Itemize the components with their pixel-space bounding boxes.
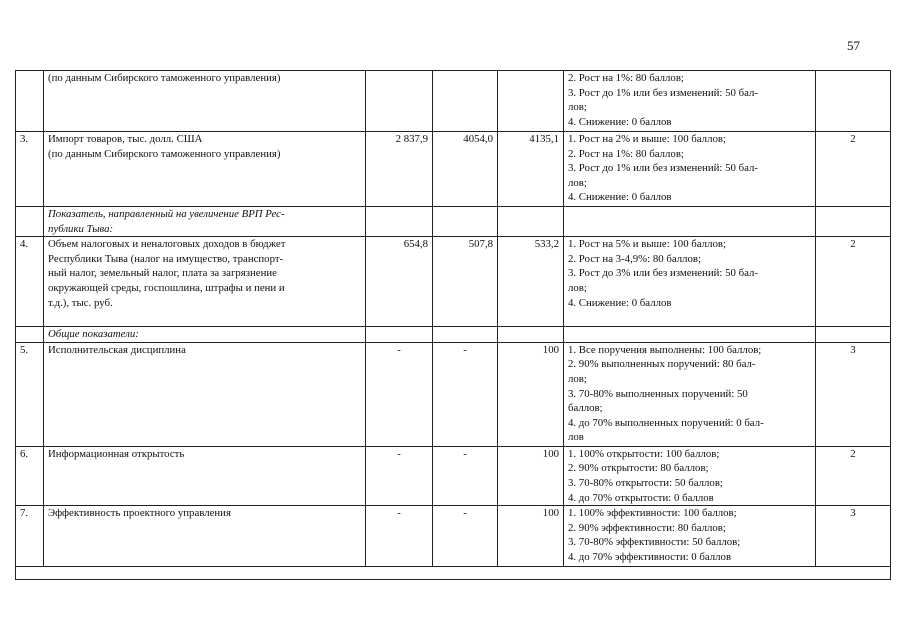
score-cell: 2 xyxy=(816,446,891,505)
score-cell xyxy=(816,71,891,132)
table-row xyxy=(16,446,891,505)
criteria-line: 3. Рост до 3% или без изменений: 50 бал- xyxy=(568,267,758,280)
value-cell-v2019: 100 xyxy=(498,446,564,505)
criteria-line: 1. 100% эффективности: 100 баллов; xyxy=(568,507,737,520)
page-number: 57 xyxy=(847,38,860,53)
table-footer-row xyxy=(16,567,891,580)
empty-cell xyxy=(816,327,891,343)
table-row xyxy=(16,506,891,567)
table-row xyxy=(16,207,891,237)
criteria-line: 4. Снижение: 0 баллов xyxy=(568,191,672,204)
empty-cell xyxy=(433,207,498,237)
row-number-cell xyxy=(16,71,44,132)
criteria-line: 2. 90% открытости: 80 баллов; xyxy=(568,462,709,475)
value-cell-v2018 xyxy=(433,71,498,132)
score-cell: 2 xyxy=(816,237,891,327)
criteria-line: 1. Все поручения выполнены: 100 баллов; xyxy=(568,343,762,356)
table-row xyxy=(16,327,891,343)
indicator-name-line: Исполнительская дисциплина xyxy=(48,343,186,356)
criteria-line: 4. Снижение: 0 баллов xyxy=(568,296,672,309)
table-row xyxy=(16,132,891,207)
empty-cell xyxy=(816,207,891,237)
criteria-line: 2. 90% эффективности: 80 баллов; xyxy=(568,521,726,534)
indicator-name-cell xyxy=(44,132,366,207)
criteria-line: 1. Рост на 5% и выше: 100 баллов; xyxy=(568,238,726,251)
criteria-line: 3. 70-80% эффективности: 50 баллов; xyxy=(568,536,741,549)
criteria-line: 4. до 70% эффективности: 0 баллов xyxy=(568,550,732,563)
value-cell-v2017: - xyxy=(366,446,433,505)
criteria-line: 2. Рост на 1%: 80 баллов; xyxy=(568,72,684,84)
criteria-line: лов; xyxy=(568,281,587,294)
indicator-name-line: Эффективность проектного управления xyxy=(48,507,231,520)
criteria-line: 3. Рост до 1% или без изменений: 50 бал- xyxy=(568,162,758,175)
criteria-line: лов; xyxy=(568,101,587,114)
empty-cell xyxy=(564,327,816,343)
row-number-cell xyxy=(16,327,44,343)
criteria-cell xyxy=(564,132,816,207)
value-cell-v2019: 100 xyxy=(498,506,564,567)
section-heading-line: публики Тыва: xyxy=(48,222,114,235)
row-number-cell xyxy=(16,207,44,237)
score-cell: 2 xyxy=(816,132,891,207)
criteria-line: 4. до 70% открытости: 0 баллов xyxy=(568,491,714,504)
table-row xyxy=(16,237,891,327)
criteria-line: 4. Снижение: 0 баллов xyxy=(568,115,672,128)
score-cell: 3 xyxy=(816,342,891,446)
empty-cell xyxy=(433,327,498,343)
value-cell-v2019: 533,2 xyxy=(498,237,564,327)
value-cell-v2019: 100 xyxy=(498,342,564,446)
criteria-line: 3. 70-80% открытости: 50 баллов; xyxy=(568,476,723,489)
criteria-line: 4. до 70% выполненных поручений: 0 бал- xyxy=(568,416,764,429)
empty-cell xyxy=(564,207,816,237)
criteria-cell xyxy=(564,446,816,505)
section-heading-line: Показатель, направленный на увеличение ВРП Рес- xyxy=(48,208,285,220)
indicator-name-line: окружающей среды, госпошлина, штрафы и пени и xyxy=(48,281,285,294)
indicator-name-line: Объем налоговых и неналоговых доходов в бюджет xyxy=(48,238,286,251)
indicator-name-cell xyxy=(44,506,366,567)
indicator-name-line: Информационная открытость xyxy=(48,447,185,460)
section-heading-cell xyxy=(44,327,366,343)
value-cell-v2018: - xyxy=(433,446,498,505)
value-cell-v2017: - xyxy=(366,506,433,567)
value-cell-v2017: 2 837,9 xyxy=(366,132,433,207)
criteria-line: лов; xyxy=(568,372,587,385)
criteria-line: 3. Рост до 1% или без изменений: 50 бал- xyxy=(568,86,758,99)
footer-empty-cell xyxy=(16,567,891,580)
section-heading-line: Общие показатели: xyxy=(48,328,139,341)
value-cell-v2018: 4054,0 xyxy=(433,132,498,207)
indicator-name-cell xyxy=(44,446,366,505)
value-cell-v2019 xyxy=(498,71,564,132)
empty-cell xyxy=(498,327,564,343)
row-number-cell: 4. xyxy=(16,237,44,327)
criteria-line: 3. 70-80% выполненных поручений: 50 xyxy=(568,387,748,400)
criteria-table xyxy=(15,70,891,580)
indicator-name-cell xyxy=(44,71,366,132)
score-cell: 3 xyxy=(816,506,891,567)
criteria-cell xyxy=(564,342,816,446)
value-cell-v2019: 4135,1 xyxy=(498,132,564,207)
indicator-name-line: т.д.), тыс. руб. xyxy=(48,296,113,309)
indicator-name-line: (по данным Сибирского таможенного управления) xyxy=(48,147,281,160)
value-cell-v2017: 654,8 xyxy=(366,237,433,327)
value-cell-v2018: - xyxy=(433,342,498,446)
criteria-line: 2. Рост на 1%: 80 баллов; xyxy=(568,147,684,160)
empty-cell xyxy=(366,327,433,343)
table-row xyxy=(16,71,891,132)
empty-cell xyxy=(498,207,564,237)
criteria-line: 2. 90% выполненных поручений: 80 бал- xyxy=(568,358,756,371)
indicator-name-line: Республики Тыва (налог на имущество, транспорт- xyxy=(48,252,284,265)
criteria-line: лов; xyxy=(568,176,587,189)
value-cell-v2018: 507,8 xyxy=(433,237,498,327)
indicator-name-line: Импорт товаров, тыс. долл. США xyxy=(48,133,203,145)
criteria-line: 2. Рост на 3-4,9%: 80 баллов; xyxy=(568,252,702,265)
row-number-cell: 6. xyxy=(16,446,44,505)
value-cell-v2018: - xyxy=(433,506,498,567)
row-number-cell: 5. xyxy=(16,342,44,446)
criteria-line: лов xyxy=(568,431,584,444)
criteria-line: 1. 100% открытости: 100 баллов; xyxy=(568,447,720,460)
criteria-cell xyxy=(564,237,816,327)
indicator-name-cell xyxy=(44,237,366,327)
criteria-cell xyxy=(564,506,816,567)
indicator-name-line: (по данным Сибирского таможенного управления) xyxy=(48,72,281,84)
value-cell-v2017 xyxy=(366,71,433,132)
row-number-cell: 7. xyxy=(16,506,44,567)
indicator-name-cell xyxy=(44,342,366,446)
section-heading-cell xyxy=(44,207,366,237)
criteria-line: 1. Рост на 2% и выше: 100 баллов; xyxy=(568,133,726,145)
indicator-name-line: ный налог, земельный налог, плата за загрязнение xyxy=(48,267,277,280)
criteria-cell xyxy=(564,71,816,132)
table-row xyxy=(16,342,891,446)
empty-cell xyxy=(366,207,433,237)
criteria-line: баллов; xyxy=(568,402,603,415)
value-cell-v2017: - xyxy=(366,342,433,446)
row-number-cell: 3. xyxy=(16,132,44,207)
